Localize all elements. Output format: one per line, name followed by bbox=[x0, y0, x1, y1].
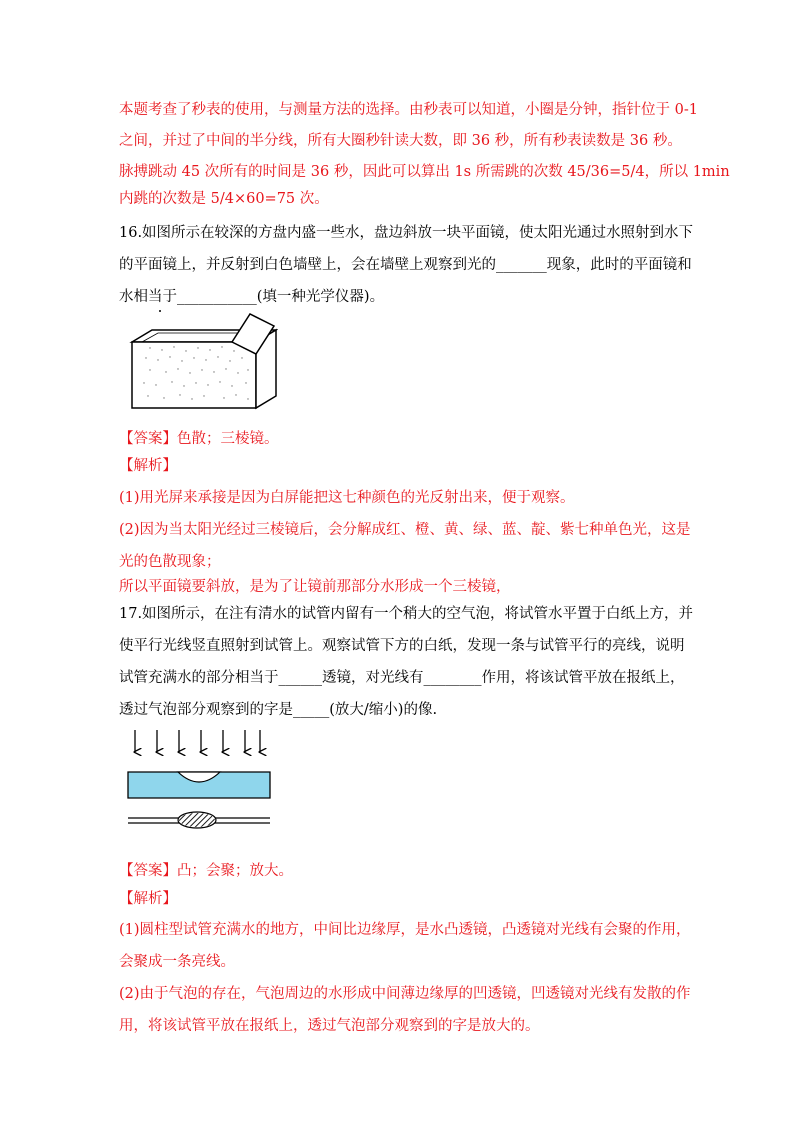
answer-16 bbox=[119, 430, 279, 448]
question-17-line: 透过气泡部分观察到的字是_____(放大/缩小)的像. bbox=[119, 702, 438, 718]
answer-tag: 【答案】 bbox=[119, 431, 177, 447]
analysis-tag bbox=[119, 890, 177, 908]
explanation-line: 本题考查了秒表的使用，与测量方法的选择。由秒表可以知道，小圈是分钟，指针位于 0-1 bbox=[119, 102, 698, 118]
question-17-line: 17.如图所示，在注有清水的试管内留有一个稍大的空气泡，将试管水平置于白纸上方，并 bbox=[119, 606, 694, 622]
analysis-tag-text: 【解析】 bbox=[119, 458, 177, 474]
answer-text: 凸；会聚；放大。 bbox=[177, 863, 293, 879]
analysis-17-line: 用，将该试管平放在报纸上，透过气泡部分观察到的字是放大的。 bbox=[119, 1018, 540, 1034]
analysis-16-line: (2)因为当太阳光经过三棱镜后，会分解成红、橙、黄、绿、蓝、靛、紫七种单色光，这是 bbox=[119, 522, 691, 538]
tray-mirror-figure bbox=[128, 308, 278, 410]
analysis-17-line: 会聚成一条亮线。 bbox=[119, 954, 235, 970]
explanation-line: 内跳的次数是 5/4×60=75 次。 bbox=[119, 191, 329, 207]
analysis-16-line: 所以平面镜要斜放，是为了让镜前那部分水形成一个三棱镜， bbox=[119, 579, 511, 595]
question-17-line: 使平行光线竖直照射到试管上。观察试管下方的白纸，发现一条与试管平行的亮线，说明 bbox=[119, 638, 685, 654]
analysis-17-line: (1)圆柱型试管充满水的地方，中间比边缘厚，是水凸透镜，凸透镜对光线有会聚的作用， bbox=[119, 922, 691, 938]
analysis-16-line: 光的色散现象； bbox=[119, 554, 221, 570]
analysis-16-line: (1)用光屏来承接是因为白屏能把这七种颜色的光反射出来，便于观察。 bbox=[119, 490, 575, 506]
test-tube-figure bbox=[124, 728, 272, 832]
analysis-17-line: (2)由于气泡的存在，气泡周边的水形成中间薄边缘厚的凹透镜，凹透镜对光线有发散的作 bbox=[119, 986, 691, 1002]
analysis-tag-text: 【解析】 bbox=[119, 891, 177, 907]
explanation-line: 之间，并过了中间的半分线，所有大圈秒针读大数，即 36 秒，所有秒表读数是 36 秒。 bbox=[119, 133, 682, 149]
answer-17 bbox=[119, 862, 293, 880]
explanation-line: 脉搏跳动 45 次所有的时间是 36 秒，因此可以算出 1s 所需跳的次数 45/36=5/4，所以 1min bbox=[119, 164, 730, 180]
answer-tag: 【答案】 bbox=[119, 863, 177, 879]
question-17-line: 试管充满水的部分相当于______透镜，对光线有________作用，将该试管平放在报纸上， bbox=[119, 670, 685, 686]
answer-text: 色散；三棱镜。 bbox=[177, 431, 279, 447]
question-16-line: 16.如图所示在较深的方盘内盛一些水，盘边斜放一块平面镜，使太阳光通过水照射到水下 bbox=[119, 225, 694, 241]
question-16-line: 的平面镜上，并反射到白色墙壁上，会在墙壁上观察到光的_______现象，此时的平面镜和 bbox=[119, 257, 692, 273]
question-16-line: 水相当于___________(填一种光学仪器)。 bbox=[119, 289, 385, 305]
analysis-tag bbox=[119, 457, 177, 475]
